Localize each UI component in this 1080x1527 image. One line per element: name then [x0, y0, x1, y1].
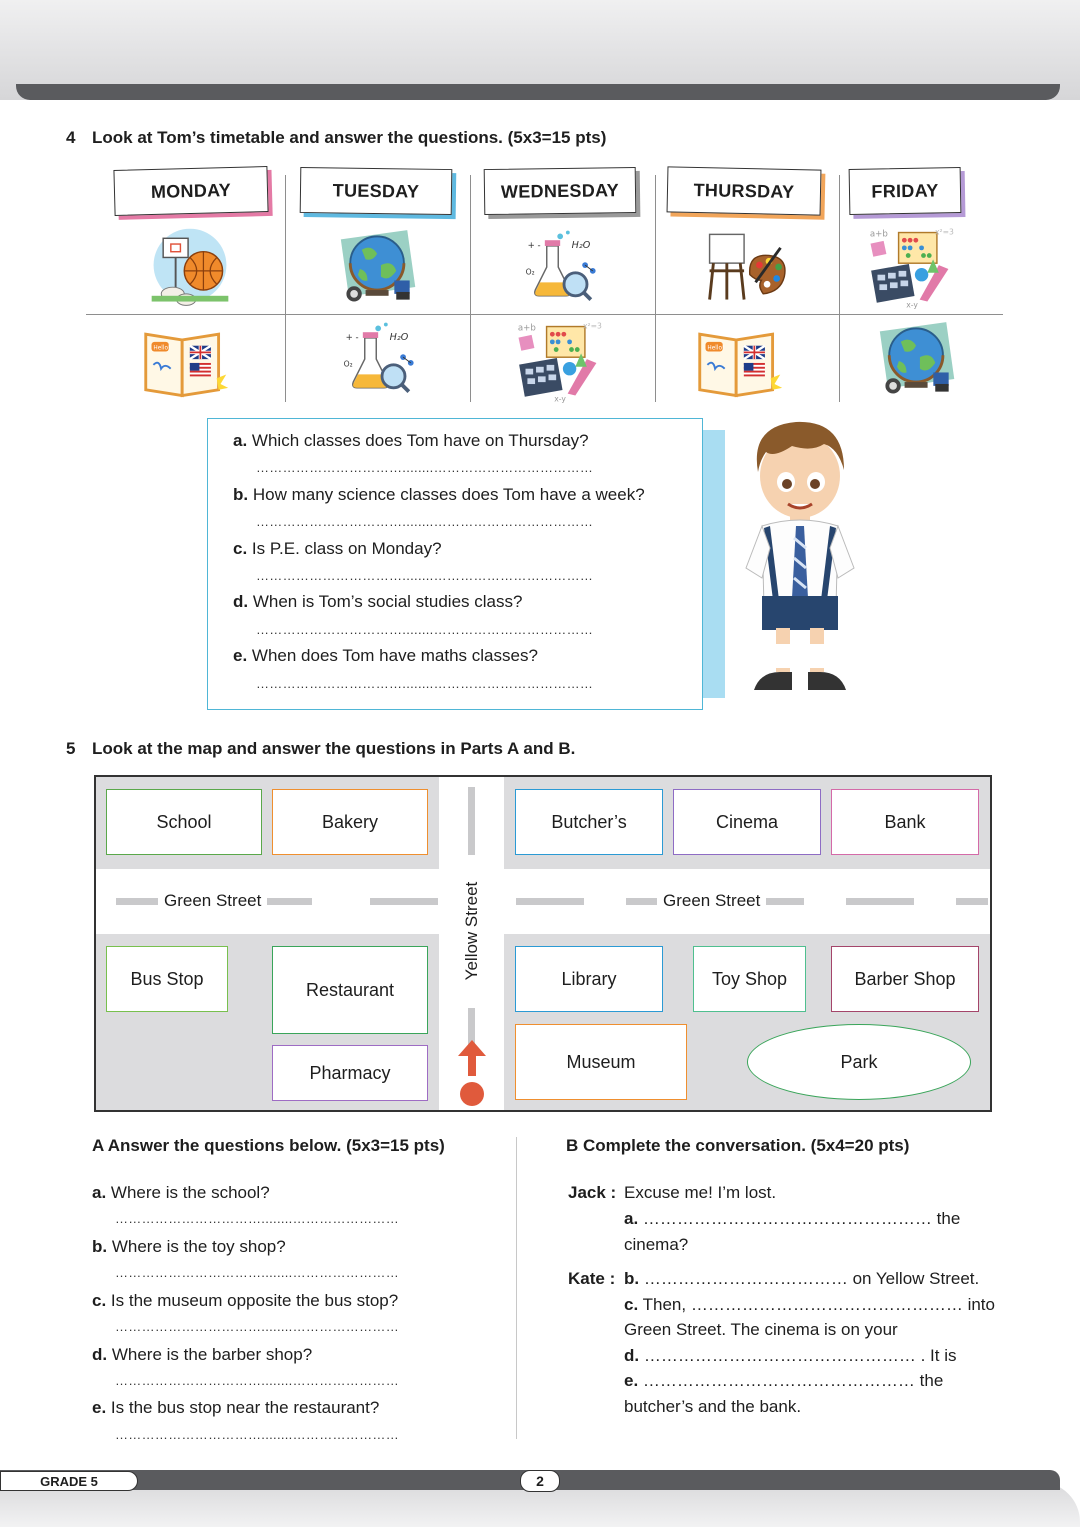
timetable-divider: [285, 175, 286, 402]
road-marking: [846, 898, 914, 905]
part-a-answer-line-d[interactable]: ……………………………........……………………: [115, 1373, 399, 1388]
jack-line: Excuse me! I’m lost.: [624, 1183, 777, 1202]
answer-line-c[interactable]: ……………………………........………………………………: [256, 568, 594, 583]
part-a-question-c: c. Is the museum opposite the bus stop?: [92, 1291, 399, 1310]
map-museum: Museum: [515, 1024, 687, 1100]
conversation-line-d: d. ………………………………………… . It is: [624, 1346, 957, 1365]
part-a-question-b: b. Where is the toy shop?: [92, 1237, 286, 1256]
map-barber-shop: Barber Shop: [831, 946, 979, 1012]
day-header-monday: MONDAY: [113, 166, 268, 216]
exercise-instruction: Look at Tom’s timetable and answer the questions. (5x3=15 pts): [92, 128, 607, 147]
speaker-jack: Jack :: [568, 1183, 617, 1202]
answer-line-d[interactable]: ……………………………........………………………………: [256, 622, 594, 637]
map-school: School: [106, 789, 262, 855]
question-b: b. How many science classes does Tom have a week?: [233, 485, 645, 504]
timetable-divider: [655, 175, 656, 402]
exercise-instruction: Look at the map and answer the questions in Parts A and B.: [92, 739, 576, 758]
blank-c[interactable]: …………………………………………: [690, 1295, 963, 1314]
timetable-row-divider: [86, 314, 1003, 315]
map-cinema: Cinema: [673, 789, 821, 855]
map-butchers: Butcher’s: [515, 789, 663, 855]
road-marking: [370, 898, 438, 905]
part-a-question-a: a. Where is the school?: [92, 1183, 270, 1202]
conversation-line-c: c. Then, ………………………………………… into: [624, 1295, 995, 1314]
page-number: 2: [520, 1470, 560, 1492]
part-a-answer-line-a[interactable]: ……………………………........……………………: [115, 1211, 399, 1226]
answer-line-b[interactable]: ……………………………........………………………………: [256, 514, 594, 529]
green-street-label: Green Street: [158, 891, 267, 911]
answer-line-a[interactable]: ……………………………........………………………………: [256, 460, 594, 475]
part-a-answer-line-c[interactable]: ……………………………........……………………: [115, 1319, 399, 1334]
question-e: e. When does Tom have maths classes?: [233, 646, 538, 665]
day-header-thursday: THURSDAY: [667, 166, 822, 215]
you-are-here-marker-icon: [454, 1038, 490, 1110]
timetable-divider: [470, 175, 471, 402]
question-a: a. Which classes does Tom have on Thursday?: [233, 431, 589, 450]
part-a-question-d: d. Where is the barber shop?: [92, 1345, 313, 1364]
question-d: d. When is Tom’s social studies class?: [233, 592, 523, 611]
part-a-question-e: e. Is the bus stop near the restaurant?: [92, 1398, 380, 1417]
english-book-icon: [140, 320, 232, 404]
exercise-number: 4: [66, 128, 76, 147]
exercise-number: 5: [66, 739, 76, 758]
map-library: Library: [515, 946, 663, 1012]
map-bakery: Bakery: [272, 789, 428, 855]
grade-label: GRADE 5: [0, 1471, 138, 1491]
road-marking: [516, 898, 584, 905]
column-divider: [516, 1137, 517, 1439]
part-a-answer-line-e[interactable]: ……………………………........……………………: [115, 1427, 399, 1442]
maths-icon: [866, 226, 958, 310]
conversation-line-b: b. ……………………………… on Yellow Street.: [624, 1269, 980, 1288]
question-box-shadow: [703, 430, 725, 698]
blank-e[interactable]: …………………………………………: [642, 1371, 915, 1390]
art-palette-icon: [700, 224, 792, 308]
maths-icon: [514, 320, 606, 404]
conversation-line-c-cont: Green Street. The cinema is on your: [624, 1320, 898, 1339]
yellow-street-label: Yellow Street: [462, 871, 482, 991]
page-header-band: [16, 84, 1060, 100]
day-header-friday: FRIDAY: [849, 167, 962, 215]
map-pharmacy: Pharmacy: [272, 1045, 428, 1101]
map-park: Park: [747, 1024, 971, 1100]
conversation-line-a-cont: cinema?: [624, 1235, 689, 1254]
green-street-label: Green Street: [657, 891, 766, 911]
day-header-wednesday: WEDNESDAY: [484, 167, 637, 215]
part-b-title: B Complete the conversation. (5x4=20 pts): [566, 1136, 910, 1155]
social-studies-globe-icon: [333, 226, 425, 310]
science-lab-icon: [518, 226, 610, 310]
conversation-line-e-cont: butcher’s and the bank.: [624, 1397, 802, 1416]
part-a-answer-line-b[interactable]: ……………………………........……………………: [115, 1265, 399, 1280]
map-bank: Bank: [831, 789, 979, 855]
conversation-line-a: a. …………………………………………… the: [624, 1209, 961, 1228]
map-restaurant: Restaurant: [272, 946, 428, 1034]
answer-line-e[interactable]: ……………………………........………………………………: [256, 676, 594, 691]
pe-basketball-icon: [144, 226, 236, 310]
blank-b[interactable]: ………………………………: [643, 1269, 848, 1288]
timetable-divider: [839, 175, 840, 402]
social-studies-globe-icon: [872, 318, 964, 402]
exercise-4-title: [66, 128, 606, 148]
day-header-tuesday: TUESDAY: [300, 167, 453, 215]
blank-a[interactable]: ……………………………………………: [642, 1209, 932, 1228]
map-toy-shop: Toy Shop: [693, 946, 806, 1012]
road-marking: [956, 898, 988, 905]
part-a-title: A Answer the questions below. (5x3=15 pts): [92, 1136, 445, 1155]
road-marking: [468, 787, 475, 855]
english-book-icon: [694, 320, 786, 404]
tom-boy-illustration: [740, 418, 860, 694]
blank-d[interactable]: …………………………………………: [643, 1346, 916, 1365]
question-c: c. Is P.E. class on Monday?: [233, 539, 442, 558]
speaker-kate: Kate :: [568, 1269, 616, 1288]
science-lab-icon: [336, 318, 428, 402]
conversation-line-e: e. ………………………………………… the: [624, 1371, 944, 1390]
map-bus-stop: Bus Stop: [106, 946, 228, 1012]
exercise-5-title: [66, 739, 575, 759]
